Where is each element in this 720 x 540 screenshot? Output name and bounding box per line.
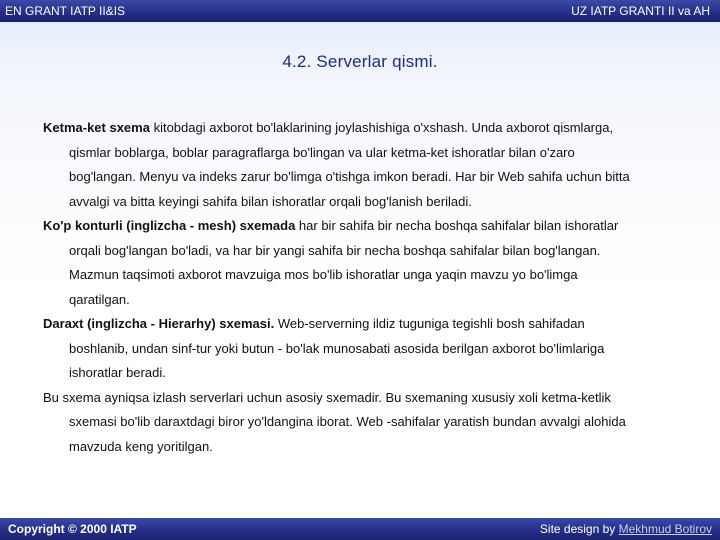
paragraph-text: Web-serverning ildiz tuguniga tegishli bosh sahifadan <box>274 316 585 331</box>
term-bold: Daraxt (inglizcha - Hierarhy) sxemasi. <box>43 316 275 331</box>
footer-bar <box>0 518 720 540</box>
paragraph-mesh <box>43 214 693 312</box>
header-right-text: UZ IATP GRANTI II va AH <box>571 4 710 18</box>
paragraph-line <box>43 386 693 411</box>
paragraph-line: sxemasi bo'lib daraxtdagi biror yo'ldangina iborat. Web -sahifalar yaratish bundan avvalgi alohida <box>69 414 626 429</box>
paragraph-line: bog'langan. Menyu va indeks zarur bo'limga o'tishga imkon beradi. Har bir Web sahifa uchun bitta <box>69 169 630 184</box>
paragraph-line: qaratilgan. <box>69 291 130 307</box>
site-design-credit <box>540 522 712 536</box>
paragraph-line <box>43 116 693 141</box>
paragraph-daraxt <box>43 312 693 386</box>
designer-link[interactable]: Mekhmud Botirov <box>618 522 712 536</box>
paragraph-text: kitobdagi axborot bo'laklarining joylashishiga o'xshash. Unda axborot qismlarga, <box>149 120 614 135</box>
term-bold: Ketma-ket sxema <box>43 120 150 135</box>
paragraph-line: boshlanib, undan sinf-tur yoki butun - bo'lak munosabati asosida berilgan axborot bo'limlariga <box>69 340 605 356</box>
page-title: 4.2. Serverlar qismi. <box>282 52 438 71</box>
slide-page <box>0 22 720 518</box>
copyright-text: Copyright © 2000 IATP <box>8 522 137 536</box>
paragraph-line: avvalgi va bitta keyingi sahifa bilan ishoratlar orqali bog'lanish beriladi. <box>69 193 472 209</box>
paragraph-line <box>43 312 693 337</box>
paragraph-text: har bir sahifa bir necha boshqa sahifalar bilan ishoratlar <box>295 218 619 233</box>
paragraph-text: Bu sxema ayniqsa izlash serverlari uchun asosiy sxemadir. Bu sxemaning xususiy xoli ketma-ketlik <box>43 389 611 405</box>
header-left-text: EN GRANT IATP II&IS <box>5 4 126 18</box>
content-body <box>43 116 693 459</box>
paragraph-line: qismlar boblarga, boblar paragraflarga bo'lingan va ular ketma-ket ishoratlar bilan o'zaro <box>69 144 575 160</box>
paragraph-ketma-ket <box>43 116 693 214</box>
site-design-prefix: Site design by <box>539 522 619 536</box>
paragraph-line: Mazmun taqsimoti axborot mavzuiga mos bo'lib ishoratlar unga yaqin mavzu yo bo'limga <box>69 267 578 282</box>
header-bar <box>0 0 720 22</box>
term-bold: Ko'p konturli (inglizcha - mesh) sxemada <box>43 218 296 233</box>
paragraph-line: ishoratlar beradi. <box>69 365 166 380</box>
paragraph-line <box>43 214 693 239</box>
paragraph-summary <box>43 386 693 460</box>
paragraph-line: mavzuda keng yoritilgan. <box>69 438 213 454</box>
paragraph-line: orqali bog'langan bo'ladi, va har bir yangi sahifa bir necha boshqa sahifalar bilan bog'langan. <box>69 242 601 258</box>
